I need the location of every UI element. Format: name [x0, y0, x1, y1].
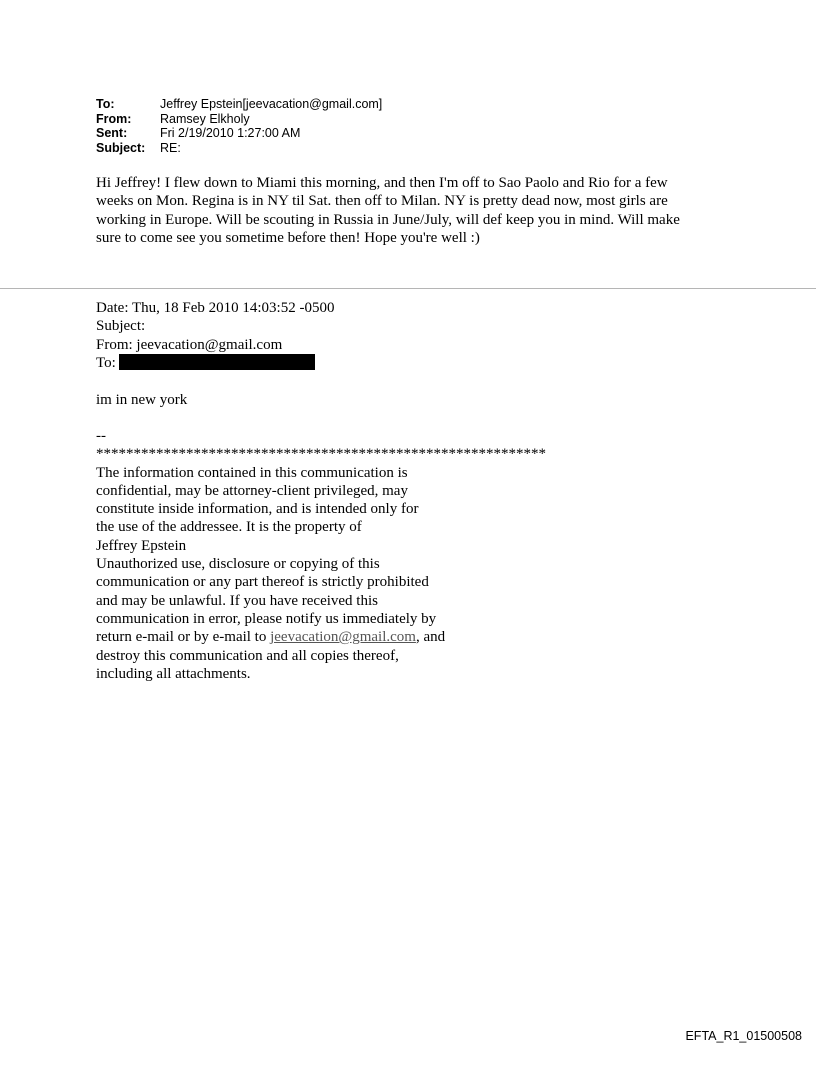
- message-line: sure to come see you sometime before then! Hope you're well :): [96, 229, 480, 246]
- signature-line: communication in error, please notify us immediately by: [96, 610, 437, 627]
- quoted-to-row: [96, 354, 596, 372]
- signature-line: communication or any part thereof is strictly prohibited: [96, 574, 429, 591]
- signature-line: Unauthorized use, disclosure or copying of this: [96, 556, 380, 573]
- quoted-from: From: jeevacation@gmail.com: [96, 336, 283, 353]
- signature-block: [96, 427, 616, 683]
- subject-label: Subject:: [96, 140, 146, 155]
- sent-label: Sent:: [96, 126, 128, 140]
- to-label: To:: [96, 97, 115, 111]
- message-line: working in Europe. Will be scouting in Russia in June/July, will def keep you in mind. Will make: [96, 211, 680, 228]
- message-line: Hi Jeffrey! I flew down to Miami this morning, and then I'm off to Sao Paolo and Rio for a few: [96, 175, 668, 191]
- from-value: Ramsey Elkholy: [160, 111, 250, 126]
- subject-value: RE:: [160, 140, 181, 155]
- message-body: [96, 174, 726, 247]
- sent-value: Fri 2/19/2010 1:27:00 AM: [160, 126, 301, 140]
- signature-line: constitute inside information, and is intended only for: [96, 501, 419, 518]
- signature-dashes: --: [96, 428, 106, 444]
- header-sent-row: [96, 126, 382, 141]
- quoted-header: [96, 299, 596, 372]
- quoted-date: Date: Thu, 18 Feb 2010 14:03:52 -0500: [96, 300, 335, 316]
- signature-line-prefix: return e-mail or by e-mail to: [96, 629, 271, 646]
- quoted-reply: im in new york: [96, 392, 188, 408]
- quoted-subject: Subject:: [96, 318, 146, 335]
- email-link[interactable]: jeevacation@gmail.com: [270, 629, 416, 646]
- signature-line-suffix: , and: [415, 629, 446, 646]
- signature-line: confidential, may be attorney-client privileged, may: [96, 482, 408, 499]
- header-from-row: [96, 112, 382, 127]
- signature-line: the use of the addressee. It is the property of: [96, 519, 362, 536]
- signature-line: including all attachments.: [96, 665, 251, 682]
- header-to-row: [96, 97, 382, 112]
- message-line: weeks on Mon. Regina is in NY til Sat. then off to Milan. NY is pretty dead now, most girls are: [96, 193, 668, 210]
- email-header: [96, 97, 382, 155]
- document-id: EFTA_R1_01500508: [685, 1029, 802, 1043]
- divider-line: [0, 288, 816, 289]
- signature-line: destroy this communication and all copies thereof,: [96, 647, 399, 664]
- header-subject-row: [96, 141, 382, 156]
- to-value: Jeffrey Epstein[jeevacation@gmail.com]: [160, 97, 383, 111]
- from-label: From:: [96, 111, 132, 126]
- signature-stars: ************************************************************: [96, 446, 546, 463]
- quoted-to-label: To:: [96, 354, 116, 371]
- redaction-box: [119, 354, 315, 370]
- signature-line: and may be unlawful. If you have received this: [96, 592, 378, 609]
- signature-line: Jeffrey Epstein: [96, 537, 187, 554]
- signature-line: The information contained in this communication is: [96, 464, 408, 481]
- signature-link-line: [96, 628, 616, 646]
